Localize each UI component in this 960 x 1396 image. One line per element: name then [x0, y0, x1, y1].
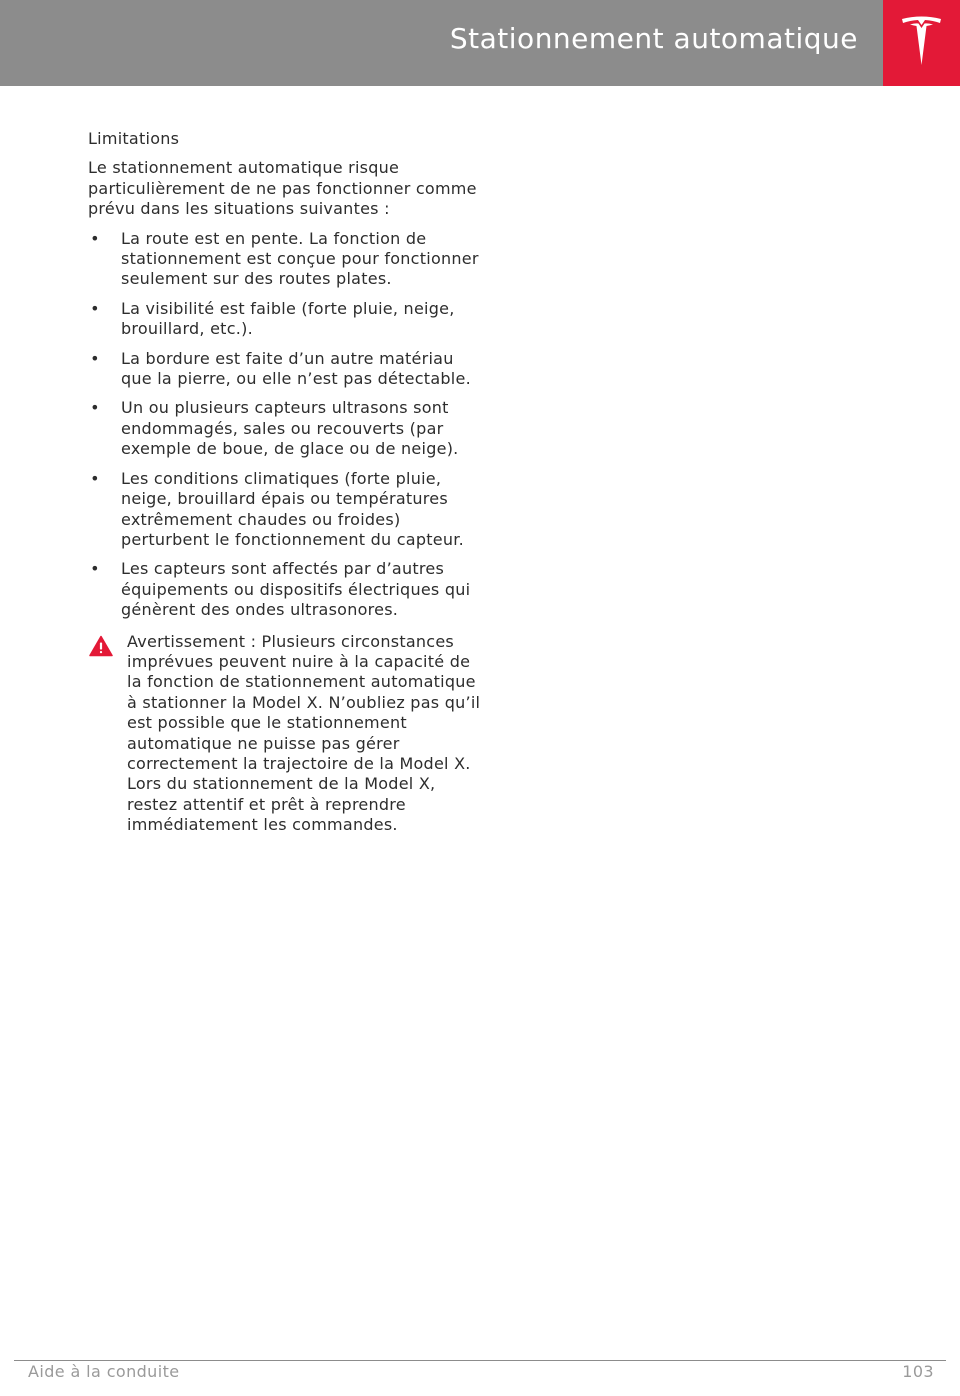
bullet-icon: • — [90, 468, 100, 488]
bullet-icon: • — [90, 298, 100, 318]
page-header — [0, 0, 960, 86]
bullet-icon: • — [90, 398, 100, 418]
list-item-text: La route est en pente. La fonction de stationnement est conçue pour fonctionner seulement sur des routes plates. — [121, 228, 479, 289]
intro-paragraph: Le stationnement automatique risque particulièrement de ne pas fonctionner comme prévu dans les situations suivantes : — [88, 158, 477, 219]
main-content — [88, 129, 488, 836]
footer-section-name: Aide à la conduite — [28, 1362, 180, 1381]
list-item — [88, 299, 488, 340]
list-item-text: Les conditions climatiques (forte pluie, neige, brouillard épais ou températures extrêmement chaudes ou froides) perturbent le fonctionnement du capteur. — [121, 468, 464, 549]
list-item — [88, 559, 488, 620]
bullet-icon: • — [90, 559, 100, 579]
list-item-text: Un ou plusieurs capteurs ultrasons sont endommagés, sales ou recouverts (par exemple de boue, de glace ou de neige). — [121, 398, 459, 459]
list-item-text: Les capteurs sont affectés par d’autres équipements ou dispositifs électriques qui génèrent des ondes ultrasonores. — [121, 559, 471, 620]
chapter-title: Stationnement automatique — [449, 22, 858, 55]
footer-divider — [14, 1360, 946, 1361]
list-item — [88, 229, 488, 290]
warning-block — [88, 632, 488, 836]
bullet-icon: • — [90, 228, 100, 248]
limitations-list — [88, 229, 488, 621]
list-item — [88, 398, 488, 459]
list-item-text: La visibilité est faible (forte pluie, neige, brouillard, etc.). — [121, 298, 455, 339]
list-item-text: La bordure est faite d’un autre matériau que la pierre, ou elle n’est pas détectable. — [121, 348, 471, 389]
list-item — [88, 349, 488, 390]
list-item — [88, 469, 488, 551]
bullet-icon: • — [90, 348, 100, 368]
warning-triangle-icon — [89, 635, 113, 657]
warning-text: Avertissement : Plusieurs circonstances imprévues peuvent nuire à la capacité de la fonction de stationnement automatique à stationner la Model X. N’oubliez pas qu’il est possible que le stationnement automatique ne puisse pas gérer correctement la trajectoire de la Model X. Lors du stationnement de la Model X, restez attentif et prêt à reprendre immédiatement les commandes. — [127, 631, 481, 835]
page-number: 103 — [902, 1362, 934, 1381]
brand-logo-box — [883, 0, 960, 86]
section-title: Limitations — [88, 129, 180, 148]
tesla-logo-icon — [900, 15, 943, 67]
